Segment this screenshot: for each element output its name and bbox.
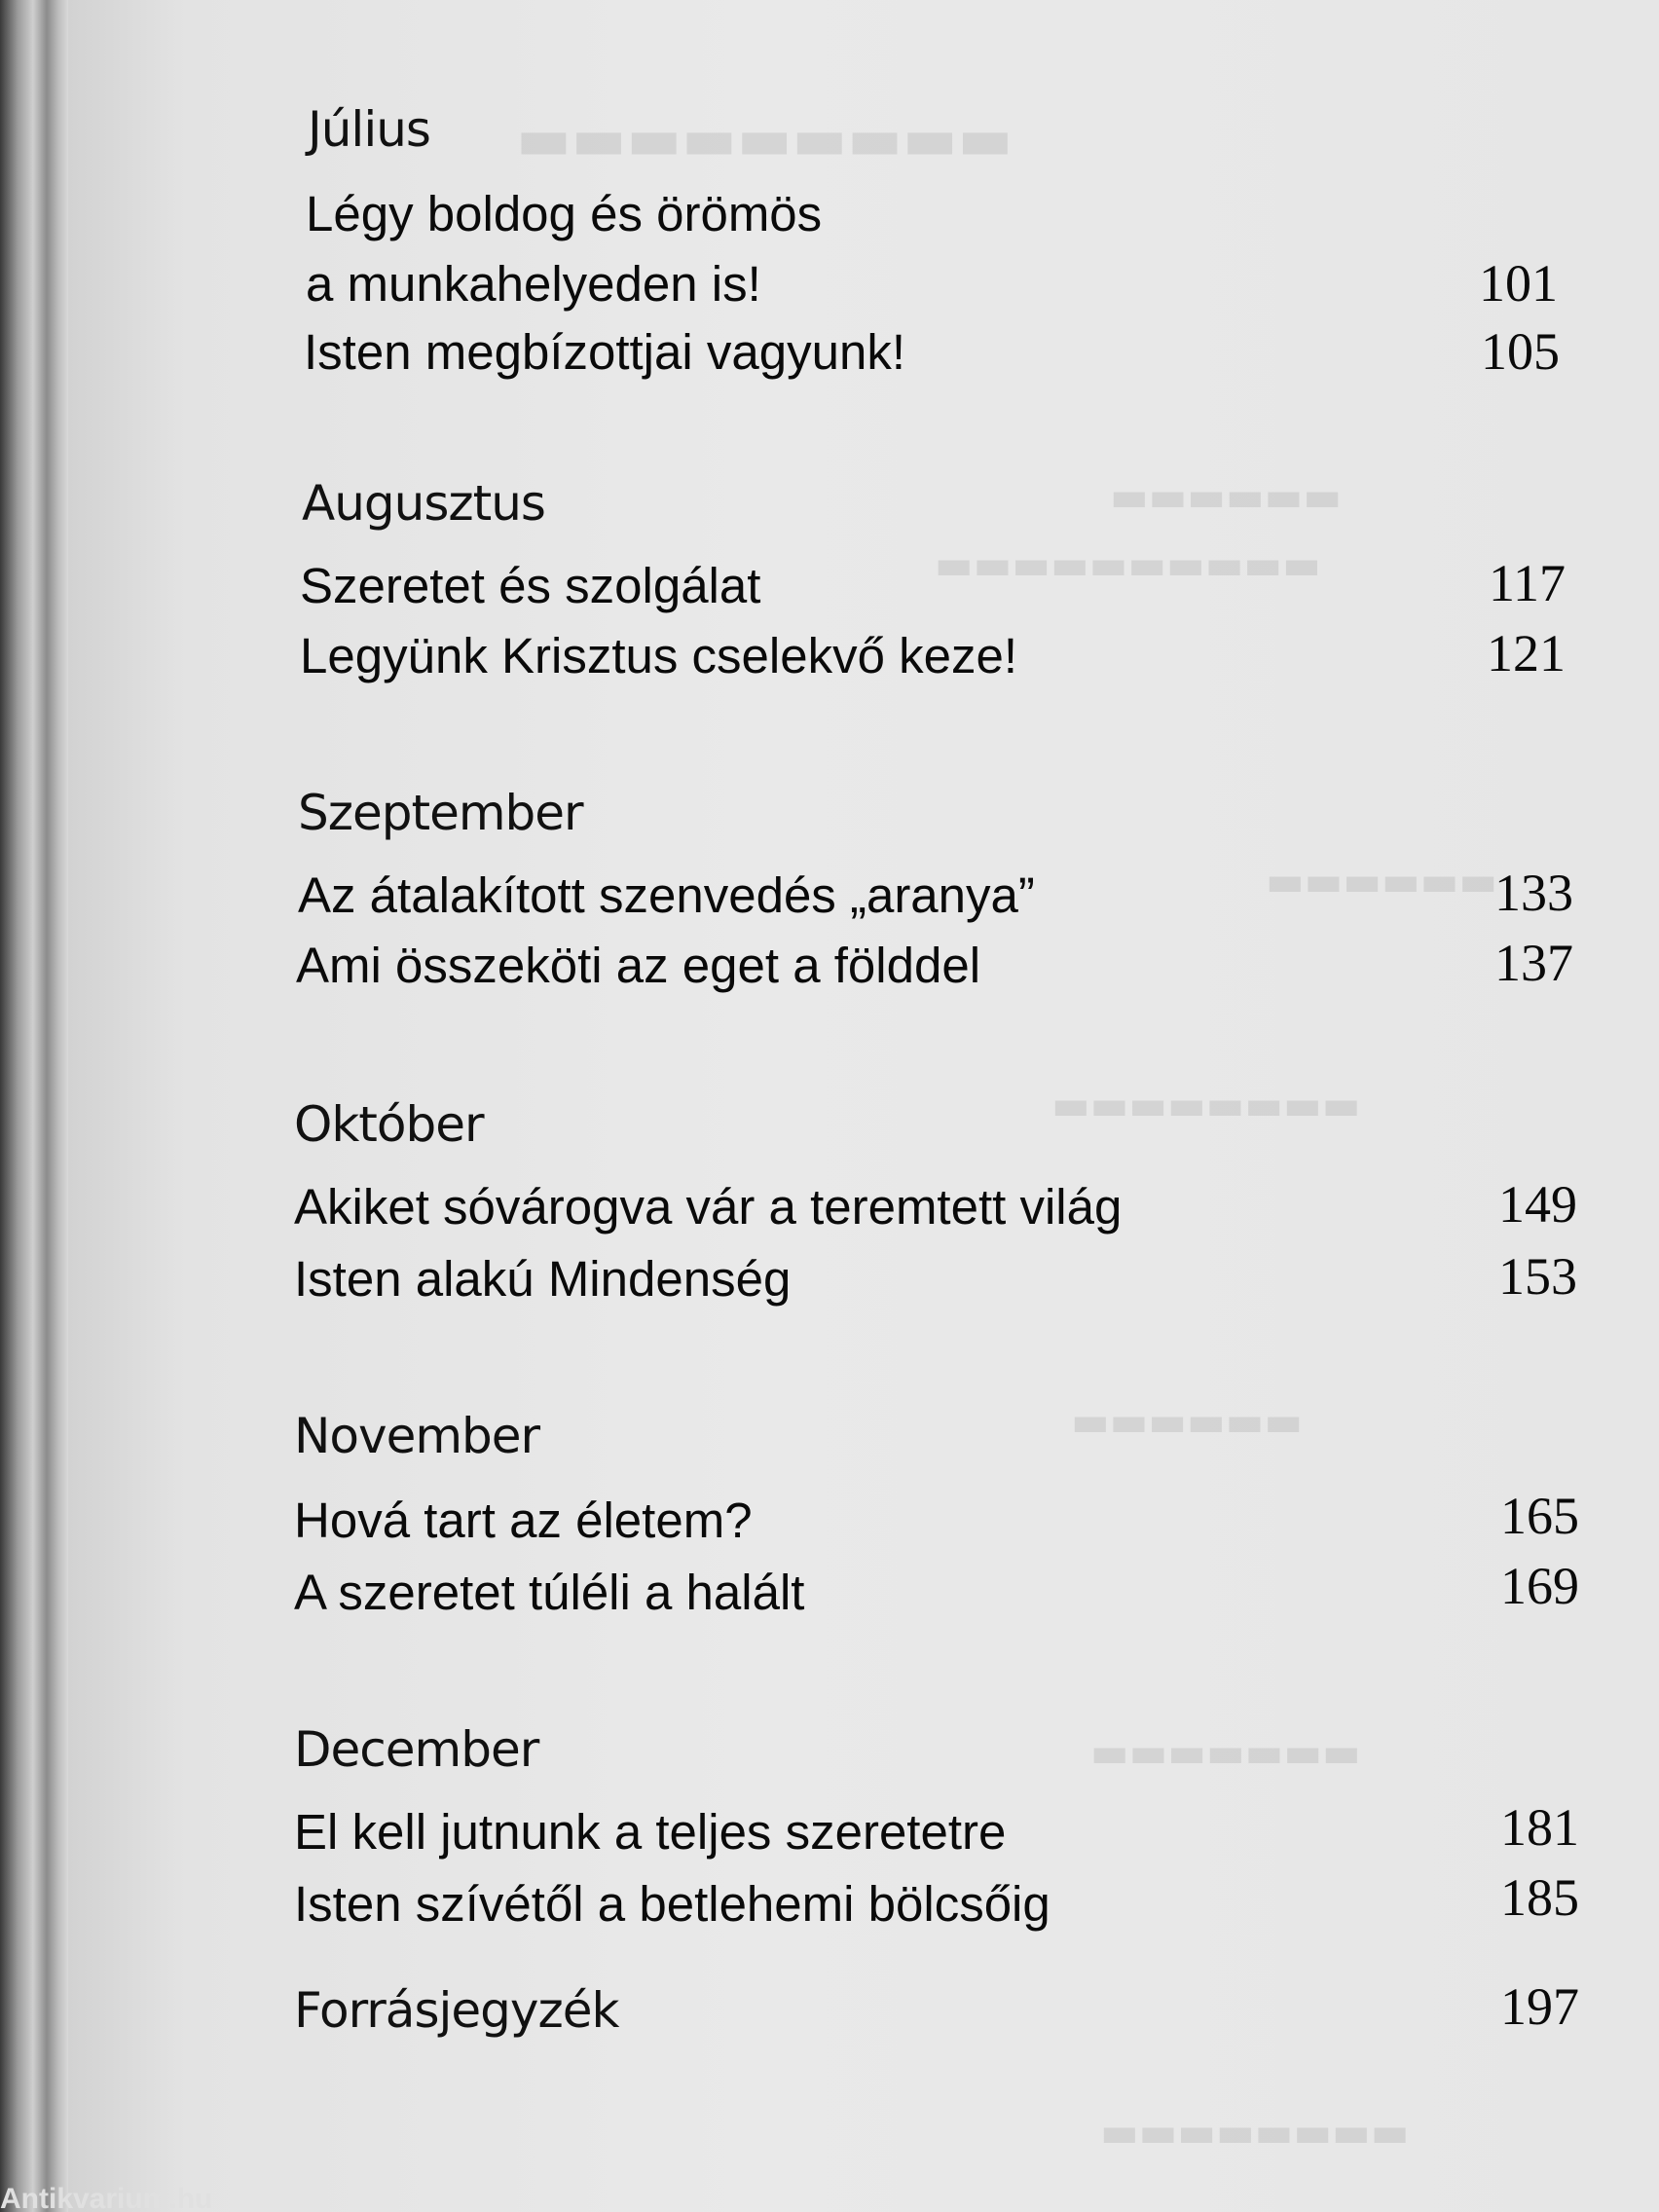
toc-entry-line: El kell jutnunk a teljes szeretetre [294,1804,1007,1860]
toc-page-number: 101 [1479,254,1558,313]
toc-entry-line: a munkahelyeden is! [306,256,761,312]
section-title-december: December [294,1721,539,1778]
toc-entry-line: Szeretet és szolgálat [300,558,761,613]
section-title-oktober: Október [294,1096,484,1153]
section-title-november: November [294,1408,540,1464]
toc-page-number: 105 [1481,322,1560,381]
toc-entry-line: Akiket sóvárogva vár a teremtett világ [294,1179,1123,1235]
toc-page-number: 121 [1487,624,1566,682]
show-through-text: ▬▬▬▬▬▬▬▬▬ [516,105,1014,173]
toc-page-number: 153 [1498,1247,1577,1306]
toc-entry-line: Hová tart az életem? [294,1493,753,1548]
toc-page-number: 117 [1489,554,1566,612]
show-through-text: ▬▬▬▬▬▬ [1110,472,1343,520]
toc-page-number: 169 [1500,1557,1579,1615]
appendix-title: Forrásjegyzék [294,1982,619,2039]
show-through-text: ▬▬▬▬▬▬▬▬▬▬ [935,540,1321,588]
show-through-text: ▬▬▬▬▬▬ [1071,1397,1304,1445]
toc-page-number: 181 [1500,1798,1579,1857]
toc-page-number: 137 [1494,934,1573,992]
toc-page-number: 165 [1500,1487,1579,1545]
toc-entry-line: Isten alakú Mindenség [294,1251,792,1307]
toc-page-number: 197 [1500,1977,1579,2036]
toc-page-number: 185 [1500,1868,1579,1927]
toc-entry-line: Isten szívétől a betlehemi bölcsőig [294,1876,1051,1932]
toc-entry-line: Isten megbízottjai vagyunk! [304,324,906,380]
toc-entry-line: Legyünk Krisztus cselekvő keze! [300,628,1018,683]
section-title-szeptember: Szeptember [298,785,583,841]
toc-page-number: 133 [1494,864,1573,922]
toc-page-number: 149 [1498,1175,1577,1234]
section-title-julius: Július [308,101,430,158]
section-title-augusztus: Augusztus [302,475,545,532]
toc-entry-line: Ami összeköti az eget a földdel [296,938,981,993]
show-through-text: ▬▬▬▬▬▬ [1266,857,1498,904]
watermark: Antikvarium.hu [0,2185,213,2212]
toc-entry-line: Az átalakított szenvedés „aranya” [298,867,1035,923]
show-through-text: ▬▬▬▬▬▬▬▬ [1100,2108,1410,2156]
toc-entry-line: Légy boldog és örömös [306,186,823,241]
show-through-text: ▬▬▬▬▬▬▬▬ [1051,1081,1361,1128]
show-through-text: ▬▬▬▬▬▬▬ [1090,1728,1361,1776]
toc-entry-line: A szeretet túléli a halált [294,1565,805,1620]
